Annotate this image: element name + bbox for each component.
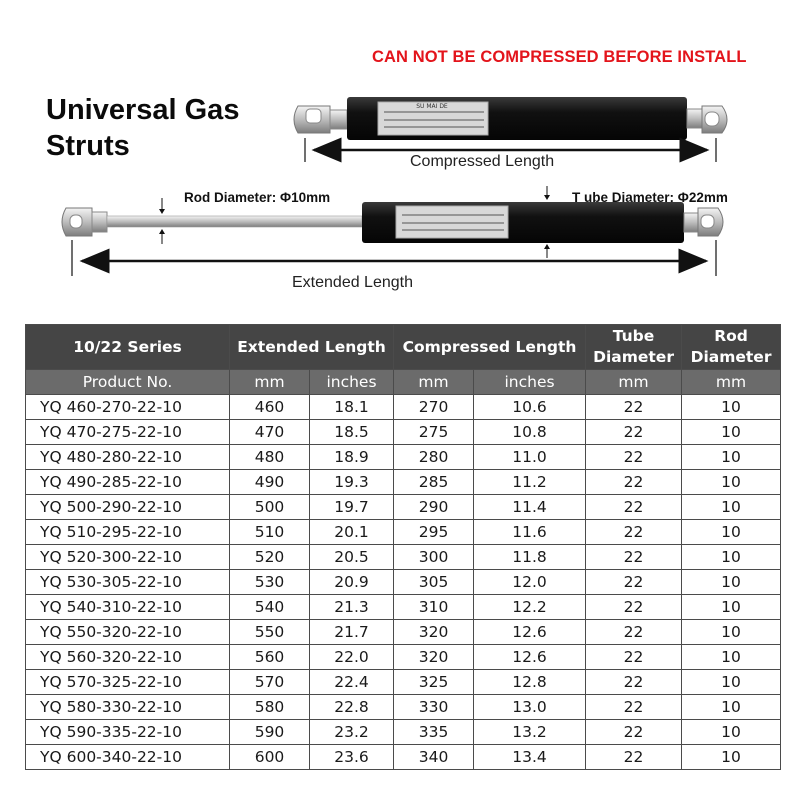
cell-tube-diameter: 22 <box>586 445 682 470</box>
cell-compressed-mm: 300 <box>394 545 474 570</box>
header-tube-diameter: Tube Diameter <box>586 325 682 370</box>
cell-extended-inches: 22.0 <box>310 645 394 670</box>
strut-brand-print: SU MAI DE <box>416 103 448 110</box>
compressed-length-label: Compressed Length <box>406 153 558 171</box>
header-extended-length: Extended Length <box>230 325 394 370</box>
cell-product-no: YQ 590-335-22-10 <box>26 720 230 745</box>
cell-product-no: YQ 530-305-22-10 <box>26 570 230 595</box>
cell-compressed-mm: 295 <box>394 520 474 545</box>
table-row <box>26 520 781 545</box>
extended-strut <box>62 202 723 243</box>
cell-product-no: YQ 600-340-22-10 <box>26 745 230 770</box>
gas-strut-illustration <box>0 0 800 320</box>
cell-tube-diameter: 22 <box>586 420 682 445</box>
cell-compressed-inches: 12.2 <box>474 595 586 620</box>
compressed-strut <box>294 97 727 140</box>
cell-extended-inches: 21.7 <box>310 620 394 645</box>
cell-extended-inches: 23.6 <box>310 745 394 770</box>
cell-rod-diameter: 10 <box>682 720 781 745</box>
cell-rod-diameter: 10 <box>682 620 781 645</box>
cell-product-no: YQ 460-270-22-10 <box>26 395 230 420</box>
cell-extended-inches: 20.5 <box>310 545 394 570</box>
cell-extended-mm: 460 <box>230 395 310 420</box>
cell-product-no: YQ 490-285-22-10 <box>26 470 230 495</box>
cell-tube-diameter: 22 <box>586 745 682 770</box>
spec-table <box>25 324 781 770</box>
cell-compressed-inches: 12.0 <box>474 570 586 595</box>
title-line-2: Struts <box>46 130 130 162</box>
cell-extended-mm: 500 <box>230 495 310 520</box>
cell-product-no: YQ 520-300-22-10 <box>26 545 230 570</box>
cell-extended-mm: 580 <box>230 695 310 720</box>
cell-extended-inches: 18.1 <box>310 395 394 420</box>
table-row <box>26 670 781 695</box>
cell-extended-mm: 550 <box>230 620 310 645</box>
cell-rod-diameter: 10 <box>682 470 781 495</box>
subheader-unit: mm <box>586 370 682 395</box>
cell-tube-diameter: 22 <box>586 470 682 495</box>
cell-extended-inches: 21.3 <box>310 595 394 620</box>
cell-compressed-mm: 325 <box>394 670 474 695</box>
cell-compressed-inches: 13.0 <box>474 695 586 720</box>
cell-compressed-mm: 275 <box>394 420 474 445</box>
cell-compressed-mm: 335 <box>394 720 474 745</box>
cell-compressed-mm: 310 <box>394 595 474 620</box>
cell-extended-mm: 560 <box>230 645 310 670</box>
title-line-1: Universal Gas <box>46 94 240 126</box>
cell-compressed-inches: 12.6 <box>474 645 586 670</box>
cell-compressed-mm: 320 <box>394 620 474 645</box>
cell-rod-diameter: 10 <box>682 395 781 420</box>
extended-length-label: Extended Length <box>292 274 413 291</box>
cell-product-no: YQ 570-325-22-10 <box>26 670 230 695</box>
cell-compressed-inches: 11.6 <box>474 520 586 545</box>
cell-compressed-inches: 11.8 <box>474 545 586 570</box>
header-rod-diameter: Rod Diameter <box>682 325 781 370</box>
table-row <box>26 495 781 520</box>
cell-extended-mm: 520 <box>230 545 310 570</box>
cell-compressed-inches: 10.6 <box>474 395 586 420</box>
subheader-unit: inches <box>474 370 586 395</box>
cell-compressed-mm: 305 <box>394 570 474 595</box>
cell-tube-diameter: 22 <box>586 670 682 695</box>
tube-diameter-label: T ube Diameter: Φ22mm <box>572 190 728 205</box>
cell-compressed-inches: 12.8 <box>474 670 586 695</box>
subheader-unit: mm <box>230 370 310 395</box>
cell-compressed-mm: 270 <box>394 395 474 420</box>
cell-product-no: YQ 500-290-22-10 <box>26 495 230 520</box>
cell-compressed-inches: 13.2 <box>474 720 586 745</box>
table-row <box>26 470 781 495</box>
table-row <box>26 695 781 720</box>
cell-compressed-inches: 11.0 <box>474 445 586 470</box>
cell-extended-inches: 22.8 <box>310 695 394 720</box>
cell-tube-diameter: 22 <box>586 720 682 745</box>
cell-extended-inches: 18.9 <box>310 445 394 470</box>
cell-rod-diameter: 10 <box>682 670 781 695</box>
cell-extended-mm: 470 <box>230 420 310 445</box>
cell-extended-inches: 20.1 <box>310 520 394 545</box>
cell-rod-diameter: 10 <box>682 545 781 570</box>
table-row <box>26 620 781 645</box>
cell-rod-diameter: 10 <box>682 520 781 545</box>
table-row <box>26 645 781 670</box>
cell-tube-diameter: 22 <box>586 495 682 520</box>
table-row <box>26 720 781 745</box>
cell-extended-inches: 18.5 <box>310 420 394 445</box>
cell-compressed-inches: 11.4 <box>474 495 586 520</box>
cell-tube-diameter: 22 <box>586 395 682 420</box>
cell-product-no: YQ 510-295-22-10 <box>26 520 230 545</box>
table-row <box>26 570 781 595</box>
cell-rod-diameter: 10 <box>682 695 781 720</box>
cell-extended-mm: 540 <box>230 595 310 620</box>
cell-tube-diameter: 22 <box>586 520 682 545</box>
cell-product-no: YQ 480-280-22-10 <box>26 445 230 470</box>
table-row <box>26 545 781 570</box>
cell-compressed-mm: 280 <box>394 445 474 470</box>
header-series: 10/22 Series <box>26 325 230 370</box>
cell-rod-diameter: 10 <box>682 445 781 470</box>
cell-rod-diameter: 10 <box>682 420 781 445</box>
cell-extended-inches: 19.7 <box>310 495 394 520</box>
subheader-unit: mm <box>394 370 474 395</box>
cell-compressed-mm: 320 <box>394 645 474 670</box>
cell-extended-inches: 19.3 <box>310 470 394 495</box>
cell-product-no: YQ 580-330-22-10 <box>26 695 230 720</box>
cell-tube-diameter: 22 <box>586 545 682 570</box>
cell-product-no: YQ 560-320-22-10 <box>26 645 230 670</box>
cell-compressed-inches: 12.6 <box>474 620 586 645</box>
cell-compressed-inches: 11.2 <box>474 470 586 495</box>
cell-compressed-mm: 340 <box>394 745 474 770</box>
cell-product-no: YQ 540-310-22-10 <box>26 595 230 620</box>
subheader-product-no: Product No. <box>26 370 230 395</box>
cell-extended-mm: 510 <box>230 520 310 545</box>
cell-tube-diameter: 22 <box>586 595 682 620</box>
header-compressed-length: Compressed Length <box>394 325 586 370</box>
table-header-row <box>26 325 781 370</box>
cell-extended-mm: 530 <box>230 570 310 595</box>
cell-tube-diameter: 22 <box>586 695 682 720</box>
table-subheader-row <box>26 370 781 395</box>
cell-extended-inches: 20.9 <box>310 570 394 595</box>
table-row <box>26 595 781 620</box>
table-row <box>26 395 781 420</box>
cell-extended-mm: 480 <box>230 445 310 470</box>
table-row <box>26 420 781 445</box>
cell-rod-diameter: 10 <box>682 495 781 520</box>
cell-extended-mm: 600 <box>230 745 310 770</box>
cell-rod-diameter: 10 <box>682 645 781 670</box>
cell-product-no: YQ 470-275-22-10 <box>26 420 230 445</box>
warning-text: CAN NOT BE COMPRESSED BEFORE INSTALL <box>372 48 747 66</box>
cell-tube-diameter: 22 <box>586 645 682 670</box>
cell-extended-inches: 22.4 <box>310 670 394 695</box>
cell-compressed-inches: 10.8 <box>474 420 586 445</box>
table-row <box>26 745 781 770</box>
cell-rod-diameter: 10 <box>682 570 781 595</box>
cell-compressed-mm: 330 <box>394 695 474 720</box>
cell-extended-mm: 490 <box>230 470 310 495</box>
cell-rod-diameter: 10 <box>682 595 781 620</box>
cell-tube-diameter: 22 <box>586 620 682 645</box>
table-row <box>26 445 781 470</box>
cell-compressed-mm: 290 <box>394 495 474 520</box>
cell-extended-inches: 23.2 <box>310 720 394 745</box>
cell-compressed-inches: 13.4 <box>474 745 586 770</box>
cell-extended-mm: 590 <box>230 720 310 745</box>
rod-diameter-label: Rod Diameter: Φ10mm <box>184 190 331 205</box>
subheader-unit: inches <box>310 370 394 395</box>
subheader-unit: mm <box>682 370 781 395</box>
table-body <box>26 395 781 770</box>
cell-extended-mm: 570 <box>230 670 310 695</box>
cell-tube-diameter: 22 <box>586 570 682 595</box>
cell-compressed-mm: 285 <box>394 470 474 495</box>
cell-product-no: YQ 550-320-22-10 <box>26 620 230 645</box>
cell-rod-diameter: 10 <box>682 745 781 770</box>
